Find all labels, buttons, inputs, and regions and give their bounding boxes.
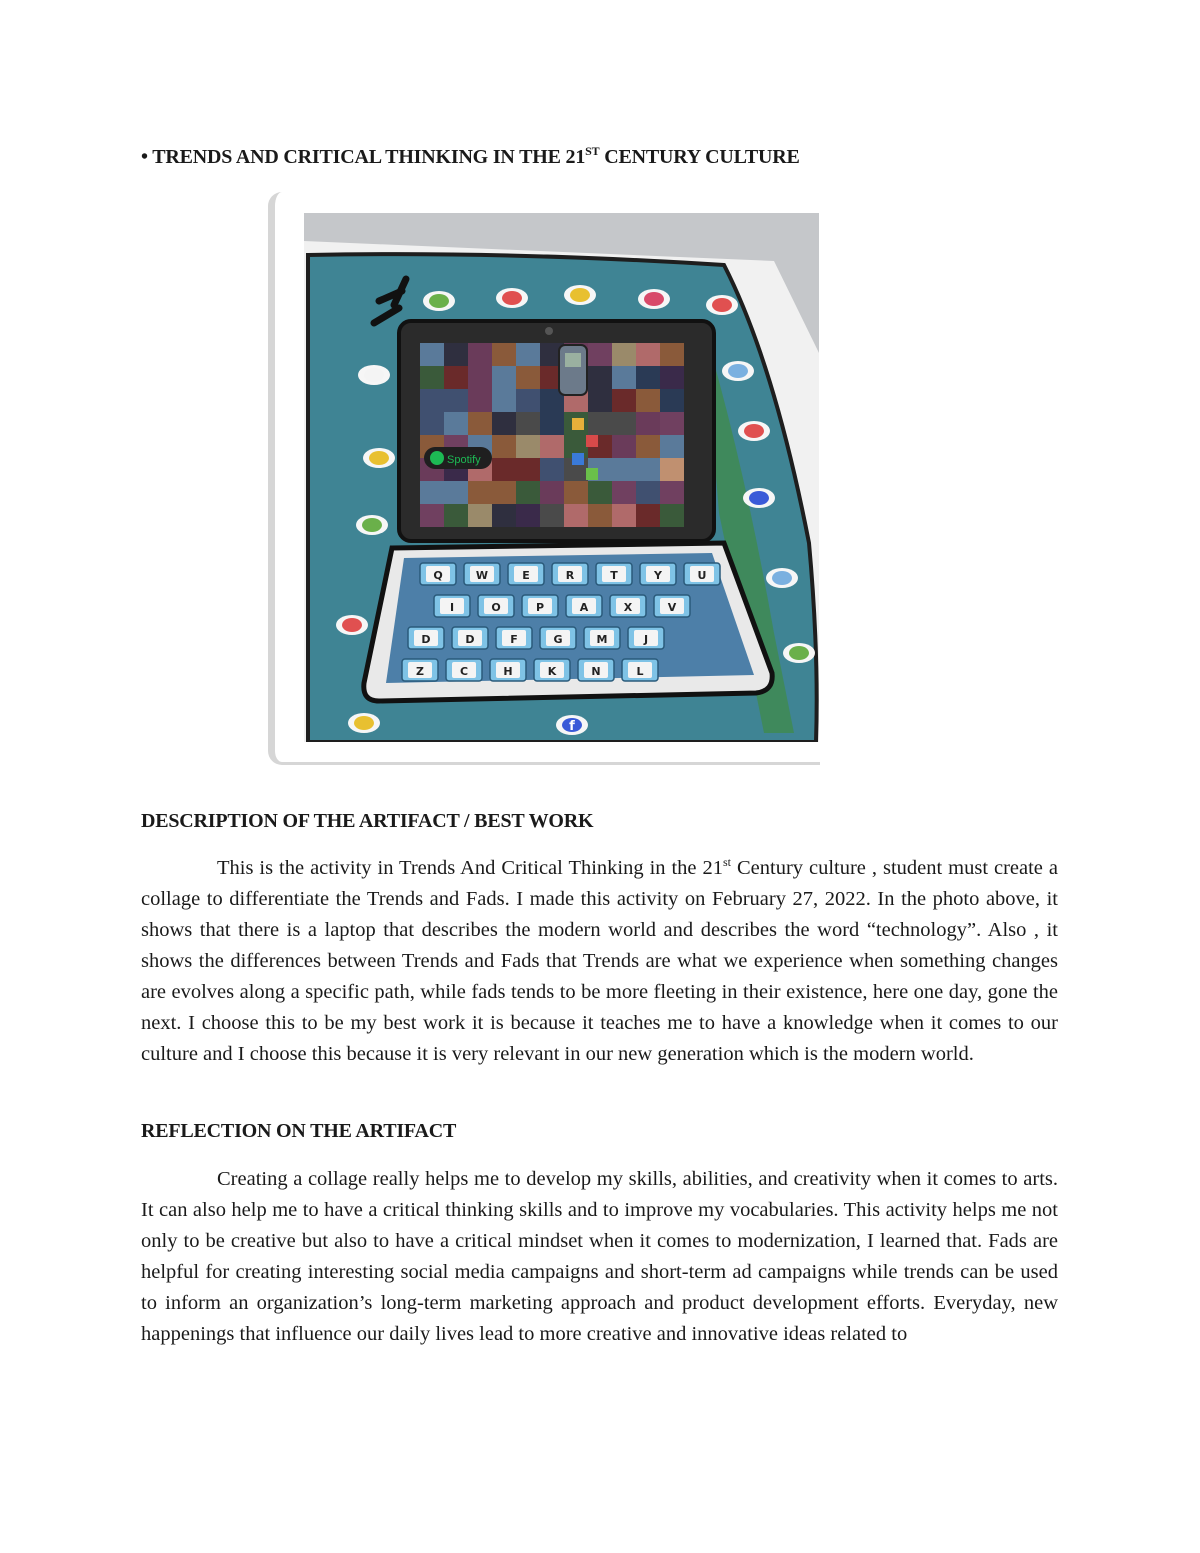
reflection-heading: REFLECTION ON THE ARTIFACT [141,1120,457,1142]
keyboard-key [446,659,482,681]
keyboard-key [622,659,658,681]
keyboard-key-label: Q [433,569,443,582]
heading-text: TRENDS AND CRITICAL THINKING IN THE 21 [152,146,586,168]
reflection-paragraph: Creating a collage really helps me to develop my skills, abilities, and creativity when it comes to arts. It can also help me to have a critical thinking skills and to improve my vocabularies. This activity helps me not only to be creative but also to have a critical mindset when it comes to modernization, I learned that. Fads are helpful for creating interesting social media campaigns and short-term ad campaigns while trends can be used to inform an organization’s long-term marketing approach and product development efforts. Everyday, new happenings that influence our daily lives lead to more creative and innovative ideas related to [141,1168,1058,1345]
keyboard-key [434,595,470,617]
heading-superscript: ST [585,144,600,158]
social-media-sticker [738,421,770,441]
keyboard-key-label: D [465,633,475,646]
keyboard-key-label: O [491,601,501,614]
social-media-sticker [358,365,390,385]
keyboard-key-label: H [503,665,513,678]
laptop-collage-image [304,213,819,742]
social-media-sticker [356,515,388,535]
social-media-sticker [783,643,815,663]
social-media-sticker [722,361,754,381]
keyboard-key-label: D [421,633,431,646]
keyboard-key-label: C [459,665,469,678]
keyboard-key-label: E [522,569,530,582]
keyboard-key-label: A [579,601,589,614]
social-media-sticker [766,568,798,588]
keyboard-key [522,595,558,617]
social-media-sticker [348,713,380,733]
keyboard-key [654,595,690,617]
keyboard-key-label: U [697,569,707,582]
keyboard-key-label: P [535,601,545,614]
keyboard-key [684,563,720,585]
keyboard-key [628,627,664,649]
keyboard-key-label: N [591,665,601,678]
description-paragraph: This is the activity in Trends And Critical Thinking in the 21st Century culture , student must create a collage to differentiate the Trends and Fads. I made this activity on February 27, 2022. In the photo above, it shows that there is a laptop that describes the modern world and describes the word “technology”. Also , it shows the differences between Trends and Fads that Trends are what we experience when something changes are evolves along a specific path, while fads tends to be more fleeting in their existence, here one day, gone the next. I choose this to be my best work it is because it teaches me to have a knowledge when it comes to our culture and I choose this because it is very relevant in our new generation which is the modern world. [141,855,1058,1065]
artifact-photo [304,213,819,742]
keyboard-key-label: F [510,633,518,646]
keyboard-key-label: L [636,665,644,678]
heading-text-end: CENTURY CULTURE [599,146,800,168]
facebook-sticker-label: f [569,719,575,734]
keyboard-key-label: G [553,633,563,646]
keyboard-key [540,627,576,649]
keyboard-key [490,659,526,681]
social-media-sticker [564,285,596,305]
keyboard-key-label: Y [654,569,662,582]
keyboard-key-label: W [475,569,489,582]
keyboard-key [496,627,532,649]
keyboard-key-label: V [667,601,677,614]
social-media-sticker [363,448,395,468]
spotify-sticker [424,447,492,469]
keyboard-key-label: M [596,633,608,646]
keyboard-key [452,627,488,649]
keyboard-key-label: T [610,569,618,582]
social-media-sticker [336,615,368,635]
keyboard-key-label: R [565,569,575,582]
keyboard-key-label: I [449,601,455,614]
keyboard-key [566,595,602,617]
social-media-sticker [638,289,670,309]
keyboard-key [596,563,632,585]
keyboard-key [478,595,514,617]
keyboard-key [402,659,438,681]
social-media-sticker [706,295,738,315]
social-media-sticker [496,288,528,308]
keyboard-key [508,563,544,585]
keyboard-key-label: X [623,601,633,614]
description-heading: DESCRIPTION OF THE ARTIFACT / BEST WORK [141,810,594,832]
heading-bullet: • [141,146,148,168]
keyboard-key [578,659,614,681]
keyboard-key [464,563,500,585]
keyboard-key [534,659,570,681]
keyboard-key-label: K [547,665,557,678]
keyboard-key [610,595,646,617]
spotify-label: Spotify [447,454,481,466]
keyboard-key [640,563,676,585]
keyboard-key [408,627,444,649]
page-heading [141,144,1091,169]
keyboard-key [552,563,588,585]
social-media-sticker [423,291,455,311]
keyboard-key-label: Z [416,665,424,678]
keyboard-key-label: J [643,633,649,646]
keyboard-key [420,563,456,585]
keyboard-key [584,627,620,649]
social-media-sticker [743,488,775,508]
